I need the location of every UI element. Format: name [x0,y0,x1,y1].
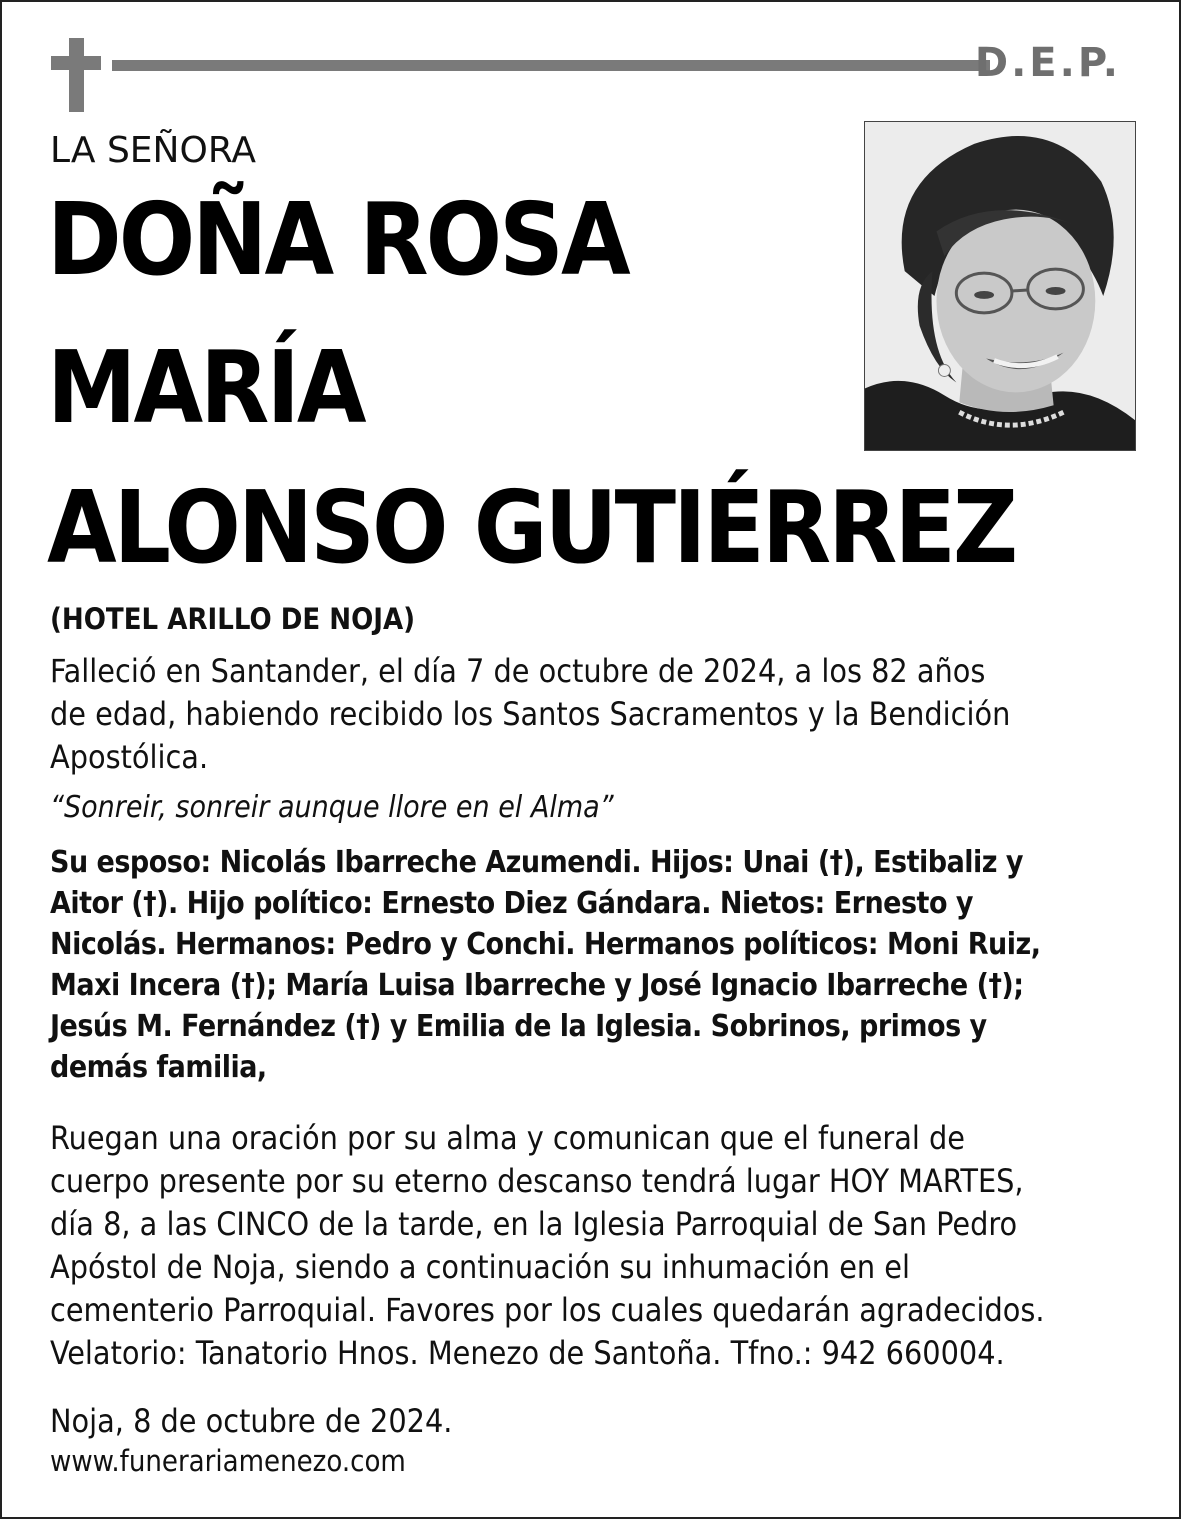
memorial-quote: “Sonreir, sonreir aunque llore en el Alma” [50,790,614,825]
place-date: Noja, 8 de octubre de 2024. [50,1402,453,1440]
family-line: Su esposo: Nicolás Ibarreche Azumendi. Hijos: Unai (†), Estibaliz y [50,845,1023,880]
website-link[interactable]: www.funerariamenezo.com [50,1444,406,1478]
family-list [50,842,1140,1088]
family-line: Aitor (†). Hijo político: Ernesto Diez Gándara. Nietos: Ernesto y [50,886,973,921]
funeral-line: Ruegan una oración por su alma y comunican que el funeral de [50,1119,965,1157]
family-line: Nicolás. Hermanos: Pedro y Conchi. Hermanos políticos: Moni Ruiz, [50,927,1041,962]
deceased-name-line-1: DOÑA ROSA [47,181,628,298]
announcement-line: Falleció en Santander, el día 7 de octubre de 2024, a los 82 años [50,652,986,690]
funeral-line: cuerpo presente por su eterno descanso tendrá lugar HOY MARTES, [50,1162,1024,1200]
funeral-line: Velatorio: Tanatorio Hnos. Menezo de Santoña. Tfno.: 942 660004. [50,1334,1005,1372]
deceased-name-line-3: ALONSO GUTIÉRREZ [47,469,1016,586]
portrait-photo [864,121,1136,451]
funeral-line: Apóstol de Noja, siendo a continuación su inhumación en el [50,1248,911,1286]
announcement-line: de edad, habiendo recibido los Santos Sacramentos y la Bendición [50,695,1011,733]
business-subtitle: (HOTEL ARILLO DE NOJA) [50,602,416,636]
family-line: demás familia, [50,1050,267,1085]
portrait-image [865,122,1135,450]
header-rule [112,60,990,71]
funeral-line: cementerio Parroquial. Favores por los cuales quedarán agradecidos. [50,1291,1045,1329]
funeral-details [50,1117,1140,1375]
cross-vertical-bar [69,38,84,112]
cross-horizontal-bar [51,56,101,70]
deceased-name-line-2: MARÍA [47,329,364,446]
funeral-line: día 8, a las CINCO de la tarde, en la Iglesia Parroquial de San Pedro [50,1205,1018,1243]
family-line: Maxi Incera (†); María Luisa Ibarreche y José Ignacio Ibarreche (†); [50,968,1024,1003]
announcement-line: Apostólica. [50,738,209,776]
cross-icon [51,38,101,112]
death-announcement [50,650,1140,779]
dep-label: D.E.P. [974,40,1121,86]
family-line: Jesús M. Fernández (†) y Emilia de la Iglesia. Sobrinos, primos y [50,1009,987,1044]
honorific: LA SEÑORA [50,130,256,171]
